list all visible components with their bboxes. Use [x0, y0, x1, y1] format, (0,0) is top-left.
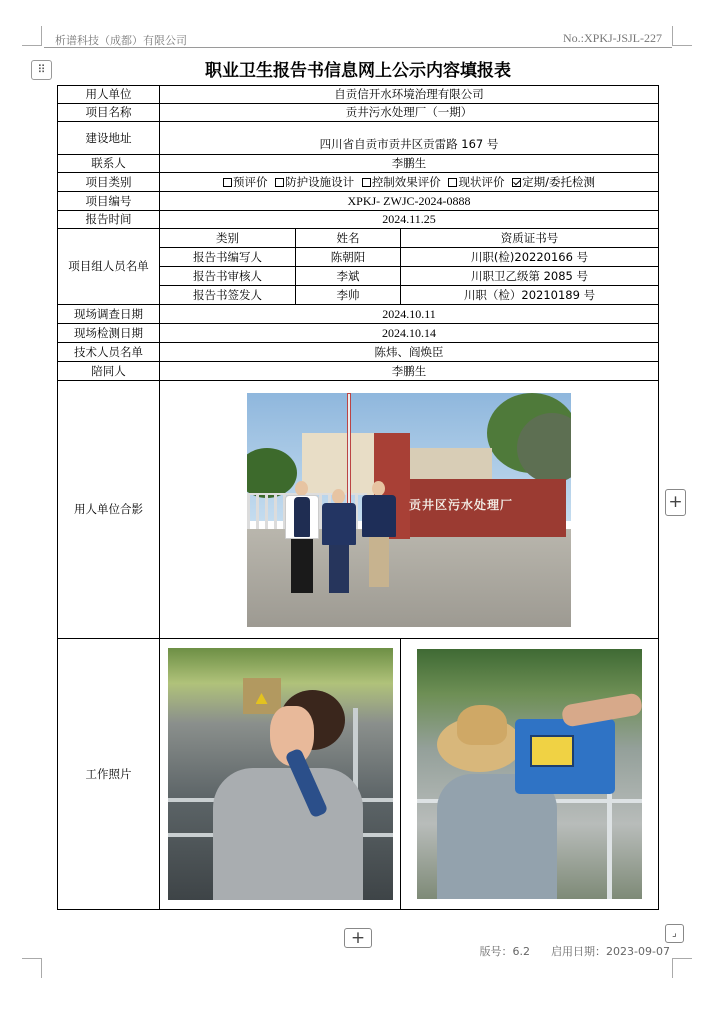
header-company: 析谱科技（成都）有限公司 — [55, 34, 187, 47]
row-project-name — [58, 104, 659, 122]
row-project-type — [58, 173, 659, 192]
row-survey-date — [58, 305, 659, 324]
row-report-time — [58, 211, 659, 229]
footer-enable-date: 启用日期：2023-09-07 — [551, 945, 670, 958]
project-name-label: 项目名称 — [58, 104, 160, 122]
survey-date-value: 2024.10.11 — [160, 305, 659, 324]
member-role: 报告书审核人 — [160, 267, 296, 286]
contact-value: 李鹏生 — [160, 155, 659, 173]
row-project-no — [58, 192, 659, 211]
team-header-name: 姓名 — [296, 229, 401, 248]
row-detection-date — [58, 324, 659, 343]
member-name: 李帅 — [296, 286, 401, 305]
accompany-value: 李鹏生 — [160, 362, 659, 381]
row-employer — [58, 86, 659, 104]
project-no-label: 项目编号 — [58, 192, 160, 211]
option-control-effect[interactable]: 控制效果评价 — [362, 175, 441, 189]
work-photos-label: 工作照片 — [58, 639, 160, 910]
technicians-label: 技术人员名单 — [58, 343, 160, 362]
option-pre-evaluation[interactable]: 预评价 — [223, 175, 268, 189]
project-name-value: 贡井污水处理厂（一期） — [160, 104, 659, 122]
checkbox-icon[interactable] — [223, 178, 232, 187]
checkbox-icon[interactable] — [448, 178, 457, 187]
row-accompany — [58, 362, 659, 381]
add-row-icon[interactable]: + — [344, 928, 372, 948]
page-corner-mark — [672, 958, 692, 978]
page-corner-mark — [22, 958, 42, 978]
disclosure-form-table — [57, 85, 659, 910]
member-role: 报告书编写人 — [160, 248, 296, 267]
group-photo-label: 用人单位合影 — [58, 381, 160, 639]
row-group-photo — [58, 381, 659, 639]
header-doc-number: No.:XPKJ-JSJL-227 — [562, 31, 662, 45]
team-header-role: 类别 — [160, 229, 296, 248]
project-no-value: XPKJ- ZWJC-2024-0888 — [160, 192, 659, 211]
option-protection-design[interactable]: 防护设施设计 — [275, 175, 354, 189]
row-work-photos — [58, 639, 659, 910]
page-corner-mark — [672, 26, 692, 46]
employer-label: 用人单位 — [58, 86, 160, 104]
add-column-icon[interactable]: + — [665, 489, 686, 516]
group-photo-image — [247, 393, 571, 627]
accompany-label: 陪同人 — [58, 362, 160, 381]
detection-date-value: 2024.10.14 — [160, 324, 659, 343]
checked-checkbox-icon[interactable] — [512, 178, 521, 187]
contact-label: 联系人 — [58, 155, 160, 173]
header-divider — [44, 47, 672, 48]
footer-version: 版号：6.2 — [479, 945, 531, 958]
checkbox-icon[interactable] — [275, 178, 284, 187]
address-value: 四川省自贡市贡井区贡雷路 167 号 — [160, 122, 659, 155]
member-cert: 川职（检）20210189 号 — [401, 286, 659, 305]
project-type-label: 项目类别 — [58, 173, 160, 192]
group-photo-cell — [160, 381, 659, 639]
employer-value: 自贡信开水环境治理有限公司 — [160, 86, 659, 104]
team-header-row — [58, 229, 659, 248]
member-cert: 川职卫乙级第 2085 号 — [401, 267, 659, 286]
project-type-options — [160, 173, 659, 192]
work-photo-air-sampling — [417, 649, 642, 899]
checkbox-icon[interactable] — [362, 178, 371, 187]
footer — [480, 943, 670, 959]
table-move-handle-icon[interactable]: ⠿ — [31, 60, 52, 80]
row-address — [58, 122, 659, 155]
option-periodic-detection[interactable]: 定期/委托检测 — [512, 175, 595, 189]
page-corner-mark — [22, 26, 42, 46]
resize-corner-icon[interactable]: ⌟ — [665, 924, 684, 943]
team-label: 项目组人员名单 — [58, 229, 160, 305]
member-name: 李斌 — [296, 267, 401, 286]
work-photo-sampling-noise — [168, 648, 393, 900]
member-role: 报告书签发人 — [160, 286, 296, 305]
plant-sign-text: 贡井区污水处理厂 — [409, 497, 514, 512]
report-time-label: 报告时间 — [58, 211, 160, 229]
technicians-value: 陈炜、阎焕臣 — [160, 343, 659, 362]
work-photo-cell-1 — [160, 639, 401, 910]
row-technicians — [58, 343, 659, 362]
member-name: 陈朝阳 — [296, 248, 401, 267]
member-cert: 川职(检)20220166 号 — [401, 248, 659, 267]
detection-date-label: 现场检测日期 — [58, 324, 160, 343]
report-time-value: 2024.11.25 — [160, 211, 659, 229]
team-header-cert: 资质证书号 — [401, 229, 659, 248]
survey-date-label: 现场调查日期 — [58, 305, 160, 324]
option-status-evaluation[interactable]: 现状评价 — [448, 175, 504, 189]
work-photo-cell-2 — [401, 639, 659, 910]
row-contact — [58, 155, 659, 173]
address-label: 建设地址 — [58, 122, 160, 155]
document-title: 职业卫生报告书信息网上公示内容填报表 — [205, 61, 511, 81]
